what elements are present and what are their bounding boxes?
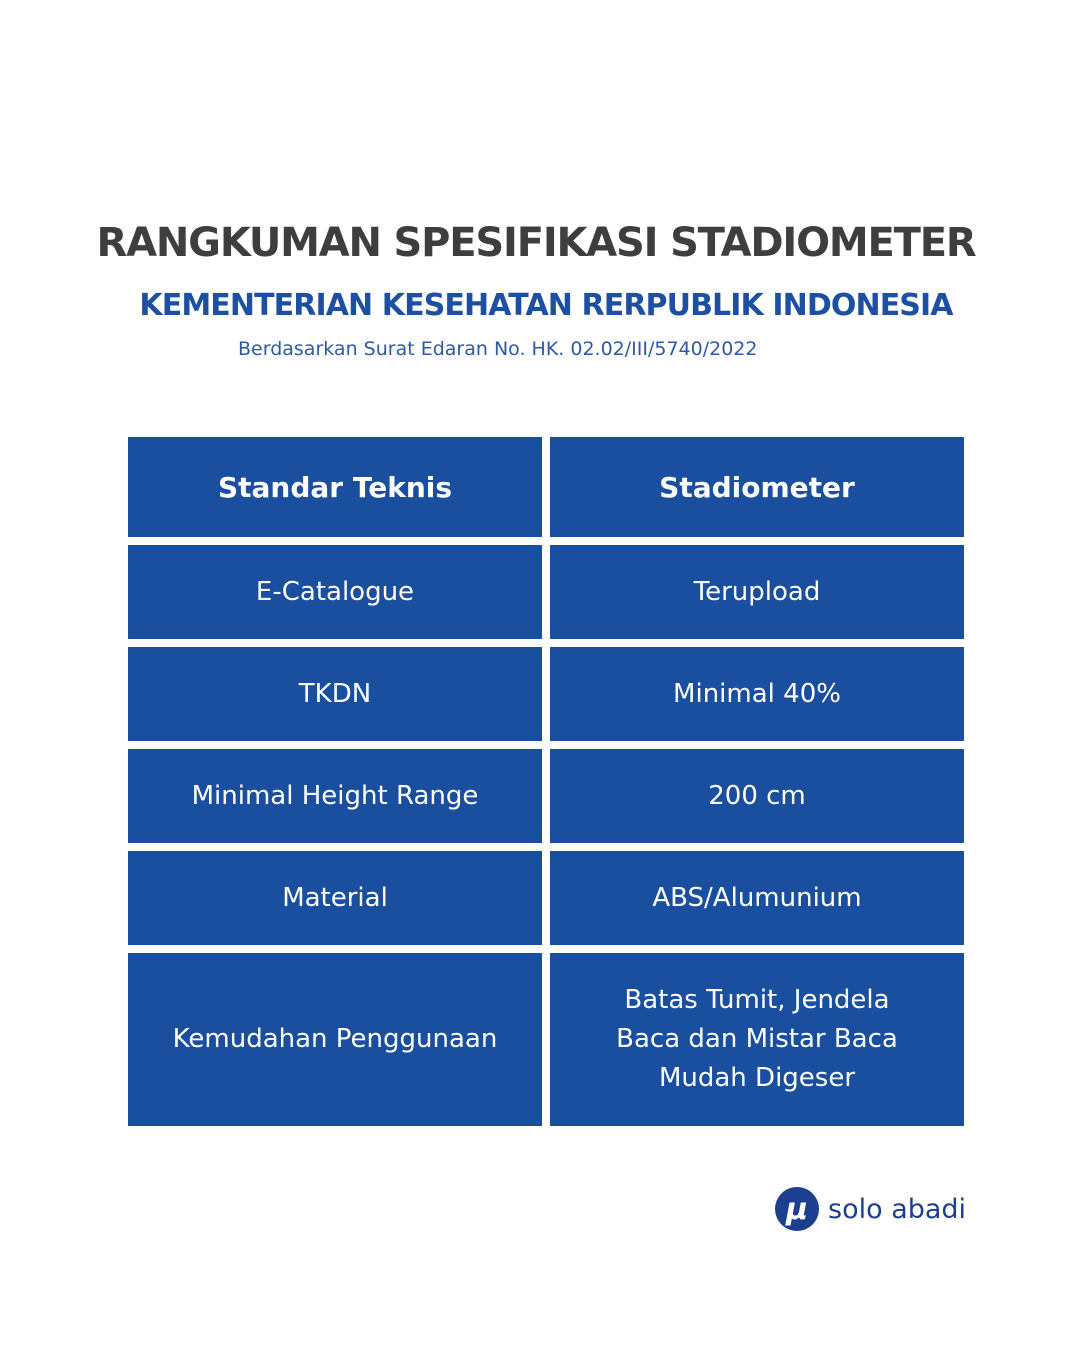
header-cell-standard: Standar Teknis (128, 437, 542, 537)
row-value-cell: Minimal 40% (550, 647, 964, 741)
page-subtitle: KEMENTERIAN KESEHATAN RERPUBLIK INDONESIA (139, 288, 953, 323)
table-row (128, 851, 964, 945)
header-cell-product: Stadiometer (550, 437, 964, 537)
spec-table (128, 437, 964, 1134)
row-label-cell: Kemudahan Penggunaan (128, 953, 542, 1126)
row-label-cell: TKDN (128, 647, 542, 741)
row-label-cell: Minimal Height Range (128, 749, 542, 843)
row-label-cell: Material (128, 851, 542, 945)
brand-logo (774, 1186, 966, 1232)
mu-icon (774, 1186, 820, 1232)
row-value-cell: 200 cm (550, 749, 964, 843)
reference-text: Berdasarkan Surat Edaran No. HK. 02.02/III/5740/2022 (238, 338, 758, 360)
page-title: RANGKUMAN SPESIFIKASI STADIOMETER (96, 220, 976, 266)
brand-name: solo abadi (828, 1193, 967, 1225)
table-row (128, 647, 964, 741)
row-value-cell: ABS/Alumunium (550, 851, 964, 945)
svg-text:μ: μ (785, 1192, 809, 1227)
row-value-cell: Batas Tumit, Jendela Baca dan Mistar Baca Mudah Digeser (550, 953, 964, 1126)
table-row (128, 545, 964, 639)
row-label-cell: E-Catalogue (128, 545, 542, 639)
table-row (128, 749, 964, 843)
table-row (128, 953, 964, 1126)
row-value-cell: Terupload (550, 545, 964, 639)
table-header-row (128, 437, 964, 537)
